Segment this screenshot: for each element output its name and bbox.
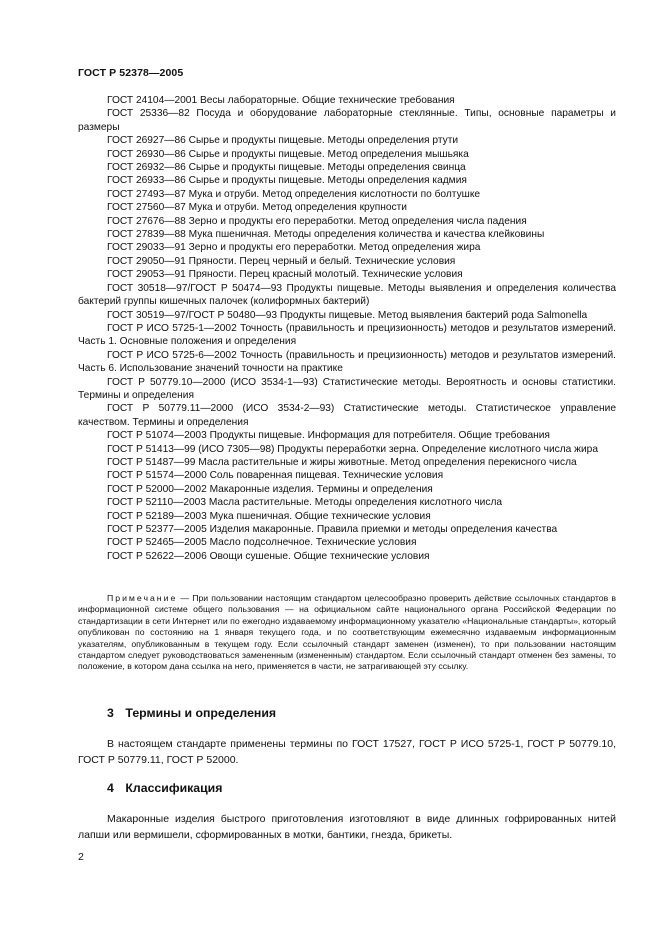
- note-label: Примечание: [107, 593, 178, 603]
- section-3-paragraph: В настоящем стандарте применены термины по ГОСТ 17527, ГОСТ Р ИСО 5725-1, ГОСТ Р 50779.10, ГОСТ Р 50779.11, ГОСТ Р 52000.: [78, 738, 616, 766]
- reference-item: ГОСТ 27839—88 Мука пшеничная. Методы определения количества и качества клейковины: [107, 229, 545, 241]
- reference-item: ГОСТ Р 52377—2005 Изделия макаронные. Правила приемки и методы определения качества: [107, 524, 558, 535]
- reference-item: ГОСТ Р 52622—2006 Овощи сушеные. Общие технические условия: [107, 550, 430, 562]
- note-block: [78, 593, 616, 673]
- reference-item: ГОСТ 27493—87 Мука и отруби. Метод определения кислотности по болтушке: [107, 188, 481, 200]
- reference-item: ГОСТ 30519—97/ГОСТ Р 50480—93 Продукты пищевые. Метод выявления бактерий рода Salmonella: [107, 309, 588, 321]
- reference-item: ГОСТ Р 52000—2002 Макаронные изделия. Термины и определения: [107, 483, 433, 495]
- section-title: Классификация: [125, 781, 223, 795]
- reference-item: ГОСТ Р 50779.11—2000 (ИСО 3534-2—93) Статистические методы. Статистическое управление качеством. Термины и определения: [78, 403, 616, 428]
- reference-item: ГОСТ Р 51487—99 Масла растительные и жиры животные. Метод определения перекисного числа: [107, 456, 577, 468]
- reference-item: ГОСТ 26927—86 Сырье и продукты пищевые. Методы определения ртути: [107, 135, 459, 147]
- page-number: 2: [78, 851, 84, 863]
- reference-item: ГОСТ 25336—82 Посуда и оборудование лабораторные стеклянные. Типы, основные параметры и размеры: [78, 108, 616, 133]
- section-4-heading: [107, 781, 222, 795]
- reference-item: ГОСТ 27560—87 Мука и отруби. Метод определения крупности: [107, 202, 407, 214]
- reference-item: ГОСТ 29053—91 Пряности. Перец красный молотый. Технические условия: [107, 269, 463, 281]
- reference-item: ГОСТ 26930—86 Сырье и продукты пищевые. Метод определения мышьяка: [107, 148, 469, 160]
- reference-item: ГОСТ Р 52189—2003 Мука пшеничная. Общие технические условия: [107, 510, 431, 522]
- reference-item: ГОСТ Р ИСО 5725-1—2002 Точность (правильность и прецизионность) методов и результатов измерений. Часть 1. Основные положения и определения: [78, 322, 616, 348]
- reference-item: ГОСТ 29033—91 Зерно и продукты его переработки. Метод определения жира: [107, 242, 481, 254]
- section-3-body: [78, 737, 616, 768]
- section-number: 4: [107, 781, 114, 795]
- reference-item: ГОСТ 24104—2001 Весы лабораторные. Общие технические требования: [107, 95, 455, 106]
- note-text: — При пользовании настоящим стандартом целесообразно проверить действие ссылочных стандартов в информационной системе общего пользования — на официальном сайте национального органа Российской Федерации по стандартизации в сети Интернет или по ежегодно издаваемому информационному указателю «Национальные стандарты», который опубликован по состоянию на 1 января текущего года, и по соответствующим ежемесячно издаваемым информационным указателям, опубликованным в текущем году. Если ссылочный стандарт заменен (изменен), то при пользовании настоящим стандартом следует руководствоваться замененным (измененным) стандартом. Если ссылочный стандарт отменен без замены, то положение, в котором дана ссылка на него, применяется в части, не затрагивающей эту ссылку.: [78, 593, 616, 672]
- reference-item: ГОСТ Р ИСО 5725-6—2002 Точность (правильность и прецизионность) методов и результатов измерений. Часть 6. Использование значений точности на практике: [78, 349, 616, 375]
- reference-item: ГОСТ Р 51074—2003 Продукты пищевые. Информация для потребителя. Общие требования: [107, 430, 550, 442]
- section-4-paragraph: Макаронные изделия быстрого приготовления изготовляют в виде длинных гофрированных нитей лапши или вермишели, сформированных в мотки, бантики, гнезда, брикеты.: [78, 813, 616, 841]
- section-number: 3: [107, 706, 114, 720]
- document-header: ГОСТ Р 52378—2005: [78, 67, 184, 79]
- note-paragraph: [78, 593, 616, 673]
- reference-item: ГОСТ Р 51574—2000 Соль поваренная пищевая. Технические условия: [107, 470, 444, 482]
- reference-item: ГОСТ 27676—88 Зерно и продукты его переработки. Метод определения числа падения: [107, 215, 527, 227]
- reference-item: ГОСТ Р 52465—2005 Масло подсолнечное. Технические условия: [107, 537, 417, 549]
- section-4-body: [78, 812, 616, 843]
- reference-item: ГОСТ 26933—86 Сырье и продукты пищевые. Методы определения кадмия: [107, 175, 467, 187]
- reference-item: ГОСТ Р 50779.10—2000 (ИСО 3534-1—93) Статистические методы. Вероятность и основы статистики. Термины и определения: [78, 376, 616, 401]
- reference-item: ГОСТ 26932—86 Сырье и продукты пищевые. Методы определения свинца: [107, 162, 466, 174]
- reference-item: ГОСТ 30518—97/ГОСТ Р 50474—93 Продукты пищевые. Методы выявления и определения количества бактерий группы кишечных палочек (колиформных бактерий): [78, 282, 616, 308]
- section-3-heading: [107, 706, 276, 720]
- reference-item: ГОСТ 29050—91 Пряности. Перец черный и белый. Технические условия: [107, 255, 456, 267]
- reference-item: ГОСТ Р 52110—2003 Масла растительные. Методы определения кислотного числа: [107, 497, 503, 509]
- normative-references-list: [78, 94, 616, 563]
- section-title: Термины и определения: [125, 706, 277, 720]
- reference-item: ГОСТ Р 51413—99 (ИСО 7305—98) Продукты переработки зерна. Определение кислотного числа жира: [107, 443, 599, 455]
